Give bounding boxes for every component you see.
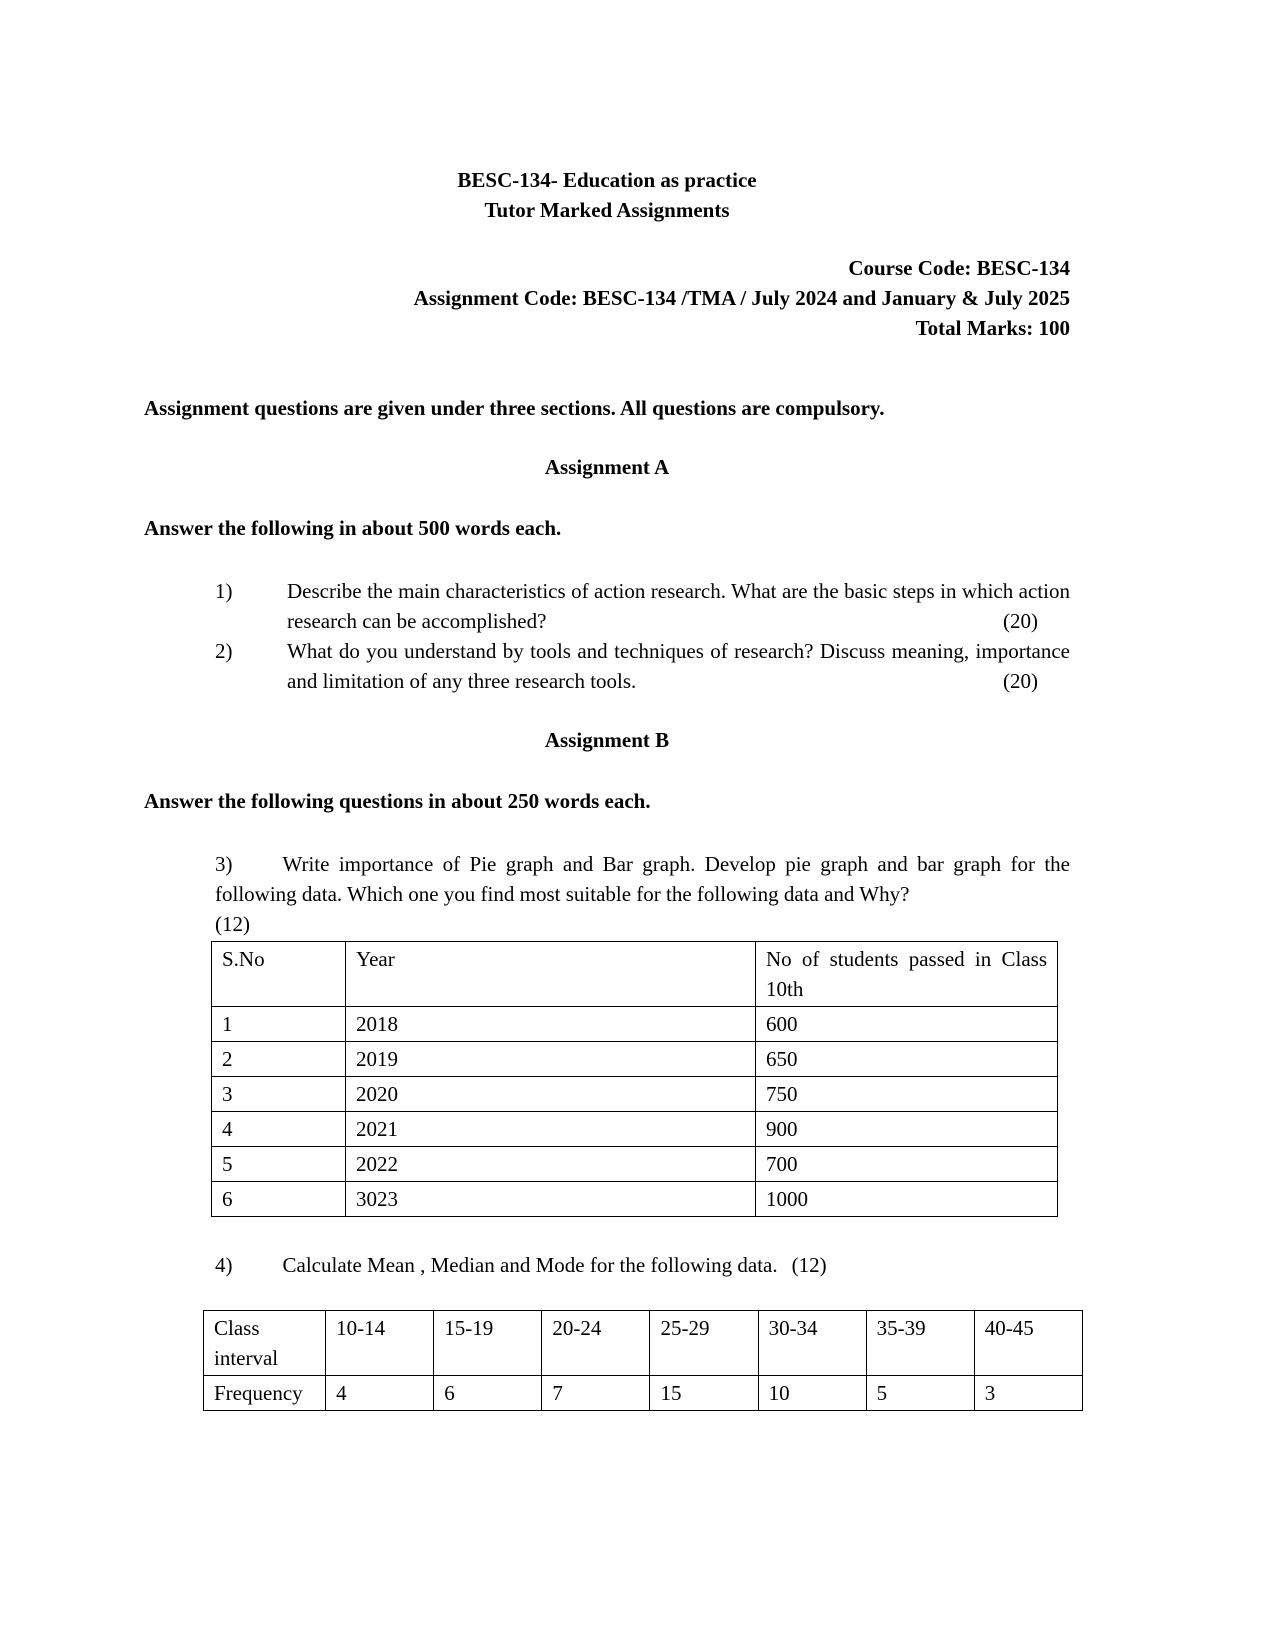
table-row [212, 1077, 1058, 1112]
cell-sno: 5 [212, 1147, 346, 1182]
intro-note: Assignment questions are given under three sections. All questions are compulsory. [144, 396, 885, 420]
question-number: 2) [215, 639, 233, 663]
section-a-question-list [215, 576, 1070, 696]
total-marks: Total Marks: 100 [915, 316, 1070, 340]
question-item-1 [215, 576, 1070, 636]
frequency-cell: 7 [542, 1376, 650, 1411]
table-row [212, 1112, 1058, 1147]
question-text: Describe the main characteristics of action research. What are the basic steps in which action research can be accomplished? [287, 579, 1070, 633]
cell-year: 2021 [346, 1112, 756, 1147]
interval-cell: 40-45 [974, 1311, 1082, 1376]
question-marks: (12) [215, 912, 250, 936]
doc-subtitle: Tutor Marked Assignments [484, 198, 730, 222]
frequency-cell: 15 [650, 1376, 758, 1411]
section-b-instruction: Answer the following questions in about 250 words each. [144, 789, 651, 813]
question-marks: (20) [1003, 669, 1038, 693]
table-row [212, 1007, 1058, 1042]
table-header-row [212, 942, 1058, 1007]
cell-passed: 750 [756, 1077, 1058, 1112]
cell-passed: 600 [756, 1007, 1058, 1042]
header-sno: S.No [212, 942, 346, 1007]
frequency-cell: 10 [758, 1376, 866, 1411]
cell-sno: 4 [212, 1112, 346, 1147]
section-a-heading: Assignment A [544, 455, 670, 479]
frequency-table [203, 1310, 1083, 1411]
interval-cell: 15-19 [434, 1311, 542, 1376]
frequency-row [204, 1376, 1083, 1411]
interval-cell: 30-34 [758, 1311, 866, 1376]
row-label: Frequency [204, 1376, 326, 1411]
cell-year: 2019 [346, 1042, 756, 1077]
table-row [212, 1182, 1058, 1217]
header-year: Year [346, 942, 756, 1007]
cell-passed: 1000 [756, 1182, 1058, 1217]
question-number: 1) [215, 579, 233, 603]
table-row [212, 1042, 1058, 1077]
section-b-heading: Assignment B [544, 728, 670, 752]
course-code: Course Code: BESC-134 [848, 256, 1070, 280]
interval-cell: 25-29 [650, 1311, 758, 1376]
cell-sno: 2 [212, 1042, 346, 1077]
cell-year: 2018 [346, 1007, 756, 1042]
interval-cell: 35-39 [866, 1311, 974, 1376]
section-a-instruction: Answer the following in about 500 words each. [144, 516, 562, 540]
question-number: 4) [215, 1253, 233, 1277]
question-item-3 [215, 849, 1070, 939]
question-item-2 [215, 636, 1070, 696]
question-marks: (20) [1003, 609, 1038, 633]
cell-year: 3023 [346, 1182, 756, 1217]
cell-sno: 1 [212, 1007, 346, 1042]
cell-passed: 650 [756, 1042, 1058, 1077]
document-meta-block [144, 253, 1070, 343]
class-interval-row [204, 1311, 1083, 1376]
frequency-cell: 5 [866, 1376, 974, 1411]
cell-year: 2022 [346, 1147, 756, 1182]
question-marks: (12) [791, 1253, 827, 1277]
frequency-cell: 4 [326, 1376, 434, 1411]
cell-year: 2020 [346, 1077, 756, 1112]
question-text: Calculate Mean , Median and Mode for the following data. [282, 1253, 778, 1277]
question-text: Write importance of Pie graph and Bar graph. Develop pie graph and bar graph for the following data. Which one you find most suitable for the following data and Why? [215, 852, 1070, 906]
frequency-cell: 3 [974, 1376, 1082, 1411]
interval-cell: 10-14 [326, 1311, 434, 1376]
interval-cell: 20-24 [542, 1311, 650, 1376]
question-number: 3) [215, 852, 233, 876]
question-text: What do you understand by tools and techniques of research? Discuss meaning, importance and limitation of any three research tools. [287, 639, 1070, 693]
row-label: Class interval [204, 1311, 326, 1376]
question-item-4 [215, 1250, 1070, 1280]
cell-passed: 900 [756, 1112, 1058, 1147]
header-passed: No of students passed in Class 10th [756, 942, 1058, 1007]
table-row [212, 1147, 1058, 1182]
cell-sno: 3 [212, 1077, 346, 1112]
document-title-block [144, 165, 1070, 225]
students-passed-table [211, 941, 1058, 1217]
cell-sno: 6 [212, 1182, 346, 1217]
frequency-cell: 6 [434, 1376, 542, 1411]
assignment-code: Assignment Code: BESC-134 /TMA / July 2024 and January & July 2025 [413, 286, 1070, 310]
doc-title: BESC-134- Education as practice [457, 168, 757, 192]
cell-passed: 700 [756, 1147, 1058, 1182]
